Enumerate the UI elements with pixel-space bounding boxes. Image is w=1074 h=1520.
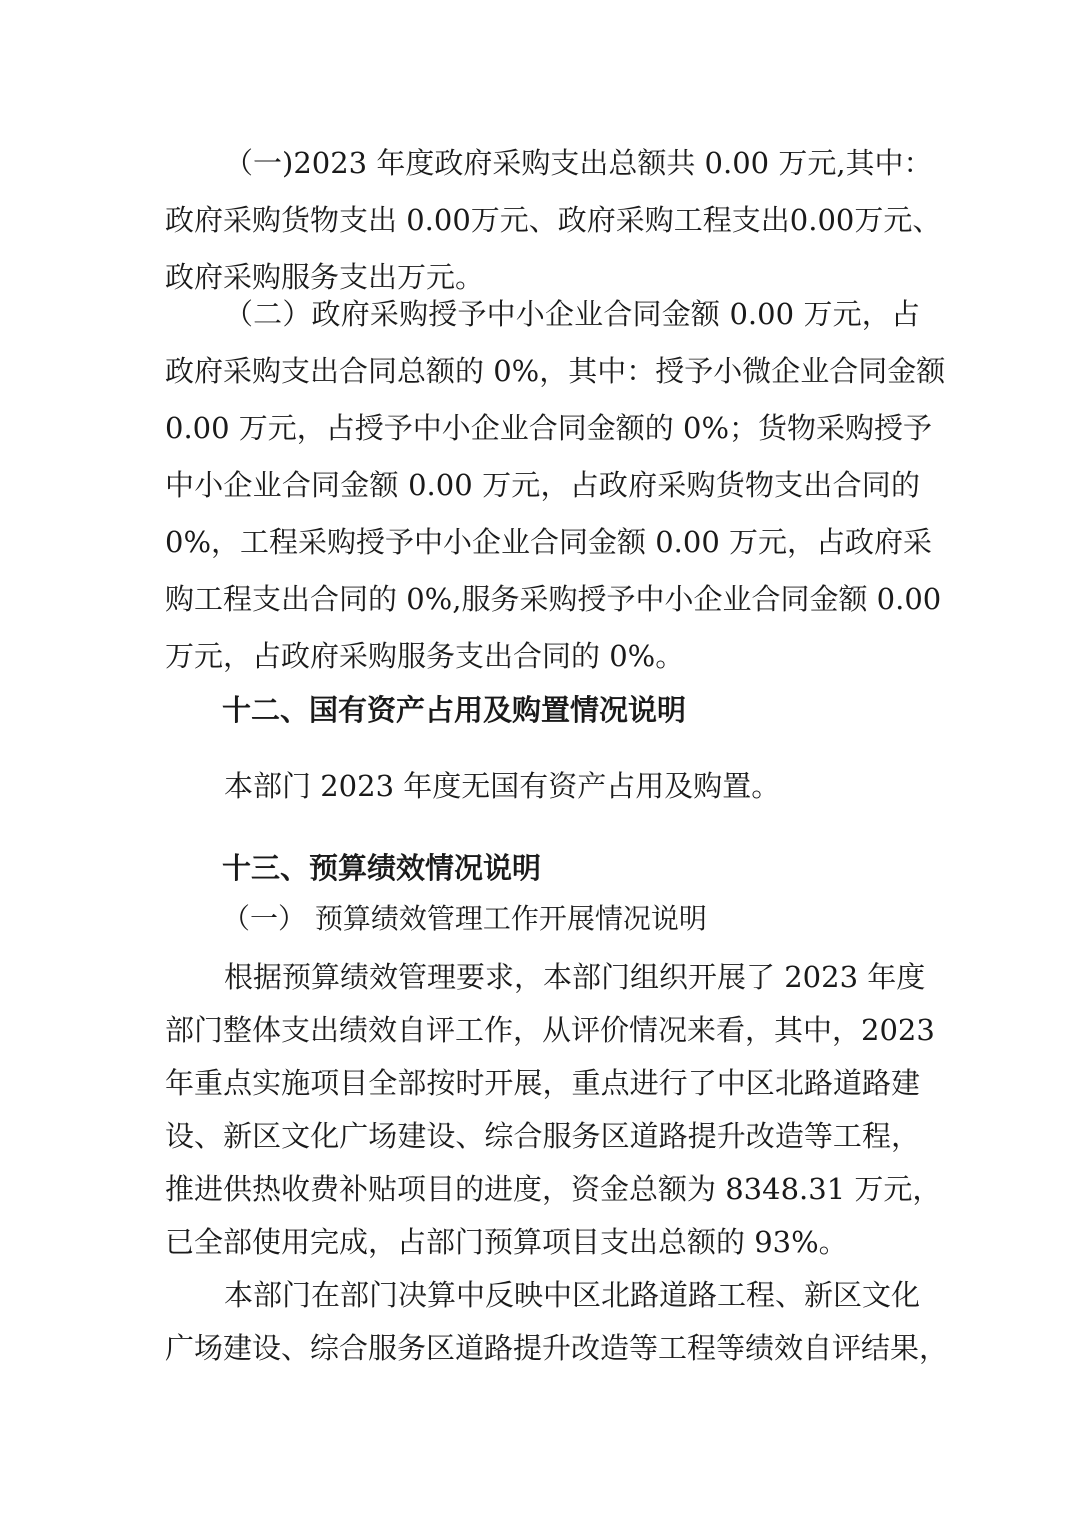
paragraph-line: 购工程支出合同的 0%,服务采购授予中小企业合同金额 0.00 <box>165 582 942 616</box>
paragraph-line: 已全部使用完成，占部门预算项目支出总额的 93%。 <box>165 1225 848 1259</box>
subsection-heading: （一） 预算绩效管理工作开展情况说明 <box>222 902 707 935</box>
paragraph-line: 政府采购支出合同总额的 0%，其中：授予小微企业合同金额 <box>165 354 946 388</box>
paragraph-line: 中小企业合同金额 0.00 万元，占政府采购货物支出合同的 <box>165 468 920 502</box>
section-heading: 十三、预算绩效情况说明 <box>222 851 542 885</box>
paragraph-line: 广场建设、综合服务区道路提升改造等工程等绩效自评结果， <box>165 1331 949 1365</box>
paragraph-line: 政府采购货物支出 0.00万元、政府采购工程支出0.00万元、 <box>165 203 942 237</box>
paragraph-line: （二）政府采购授予中小企业合同金额 0.00 万元，占 <box>224 297 920 331</box>
paragraph-line: 本部门在部门决算中反映中区北路道路工程、新区文化 <box>224 1278 921 1312</box>
paragraph-line: 0%，工程采购授予中小企业合同金额 0.00 万元，占政府采 <box>165 525 933 559</box>
section-heading: 十二、国有资产占用及购置情况说明 <box>222 693 687 727</box>
paragraph-line: 政府采购服务支出万元。 <box>165 260 485 294</box>
paragraph-line: 年重点实施项目全部按时开展，重点进行了中区北路道路建 <box>165 1066 920 1100</box>
paragraph-line: 推进供热收费补贴项目的进度，资金总额为 8348.31 万元， <box>165 1172 942 1206</box>
paragraph-line: 本部门 2023 年度无国有资产占用及购置。 <box>224 769 781 803</box>
paragraph-line: 0.00 万元，占授予中小企业合同金额的 0%；货物采购授予 <box>165 411 933 445</box>
paragraph-line: 根据预算绩效管理要求，本部门组织开展了 2023 年度 <box>224 960 926 994</box>
paragraph-line: 万元，占政府采购服务支出合同的 0%。 <box>165 639 685 673</box>
paragraph-line: 设、新区文化广场建设、综合服务区道路提升改造等工程， <box>165 1119 920 1153</box>
paragraph-line: （一)2023 年度政府采购支出总额共 0.00 万元,其中： <box>224 146 933 180</box>
paragraph-line: 部门整体支出绩效自评工作，从评价情况来看，其中，2023 <box>165 1013 935 1047</box>
